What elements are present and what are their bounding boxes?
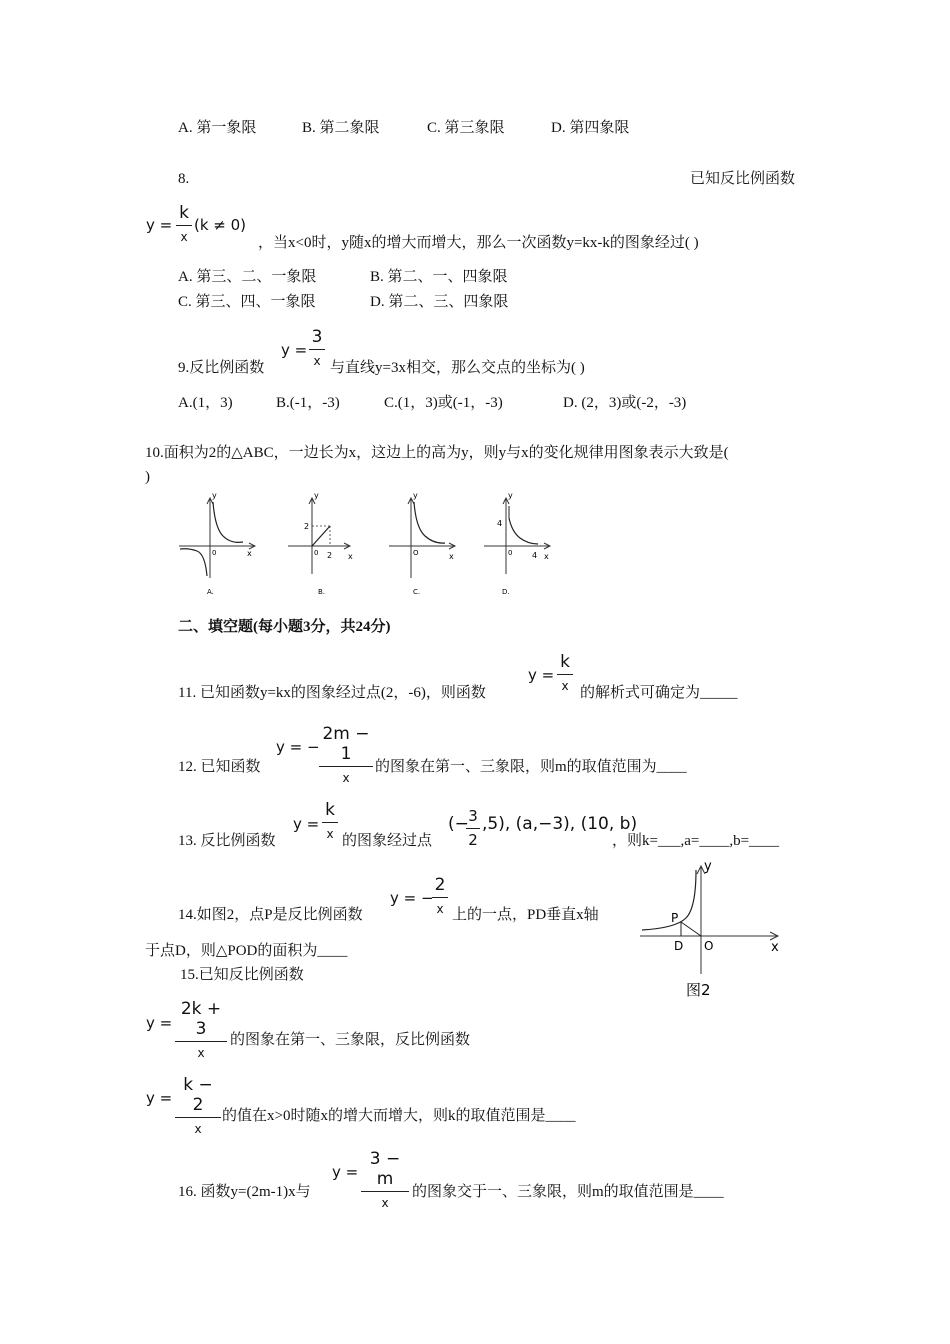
q9-stem: 与直线y=3x相交，那么交点的坐标为( ) — [330, 360, 585, 376]
q14-line2: 于点D，则△POD的面积为____ — [145, 943, 348, 959]
q13-fraction — [322, 800, 338, 842]
graph-c-origin: O — [413, 549, 419, 557]
fig2-point-d: D — [674, 939, 684, 953]
fraction-bar — [557, 674, 573, 675]
q15-frac2-num: k − 2 — [183, 1075, 213, 1115]
q11-frac-den: x — [561, 679, 569, 693]
graph-d-axis-x: x — [544, 552, 549, 561]
q8-lead: 已知反比例函数 — [690, 171, 796, 187]
q15-frac2-den: x — [194, 1122, 202, 1136]
graph-b-caption: B. — [318, 588, 326, 596]
q13-point-sign: (− — [448, 814, 469, 834]
q8-option-c: C. 第三、四、一象限 — [178, 294, 316, 310]
q7-option-d: D. 第四象限 — [551, 120, 630, 136]
q12-frac-num: 2m − 1 — [322, 724, 370, 764]
q15-fraction-1 — [175, 999, 227, 1061]
q13-eq-left: y = — [293, 815, 320, 833]
q8-fraction — [176, 203, 192, 245]
graph-d-origin: 0 — [508, 549, 513, 557]
q13-point-fraction — [466, 806, 480, 848]
fraction-bar — [319, 766, 373, 767]
q10-graph-b — [282, 488, 362, 600]
q13-mid: 的图象经过点 — [342, 833, 433, 849]
q16-lead: 16. 函数y=(2m-1)x与 — [178, 1184, 311, 1200]
figure-2 — [636, 856, 786, 1006]
q12-frac-den: x — [342, 771, 350, 785]
q7-option-b: B. 第二象限 — [302, 120, 380, 136]
q9-lead: 9.反比例函数 — [178, 360, 265, 376]
q10-graph-a — [175, 488, 265, 600]
graph-b-tick-y: 2 — [304, 522, 310, 531]
fraction-bar — [175, 1117, 221, 1118]
q12-lead: 12. 已知函数 — [178, 759, 261, 775]
q14-lead: 14.如图2，点P是反比例函数 — [178, 907, 363, 923]
q15-eq2-left: y = — [146, 1089, 173, 1107]
graph-a-origin: 0 — [212, 549, 217, 557]
q9-option-b: B.(-1，-3) — [276, 395, 340, 411]
graph-a-axis-x: x — [247, 549, 252, 558]
fig2-caption: 图2 — [686, 981, 711, 999]
fraction-bar — [175, 1041, 227, 1042]
q12-eq-left: y = − — [276, 738, 320, 756]
q16-frac-den: x — [381, 1196, 389, 1210]
fraction-bar — [466, 828, 480, 829]
graph-d-caption: D. — [502, 588, 510, 596]
q10-graph-c — [385, 488, 465, 600]
graph-d-axis-y: y — [508, 491, 513, 500]
fraction-bar — [309, 349, 325, 350]
q9-eq-left: y = — [281, 341, 308, 359]
q14-tail: 上的一点，PD垂直x轴 — [452, 907, 599, 923]
fig2-point-p: P — [671, 911, 679, 925]
q8-frac-num: k — [179, 203, 189, 223]
q8-frac-den: x — [180, 230, 188, 244]
q14-frac-num: 2 — [434, 875, 446, 895]
fig2-axis-y: y — [704, 859, 712, 874]
q13-point-den: 2 — [468, 831, 478, 849]
q7-option-a: A. 第一象限 — [178, 120, 257, 136]
q15-fraction-2 — [175, 1075, 221, 1137]
q10-graph-d — [480, 488, 560, 600]
q13-point-num: 3 — [468, 807, 478, 825]
q8-eq-left: y = — [146, 216, 173, 234]
graph-a-caption: A. — [207, 588, 214, 596]
q8-option-b: B. 第二、一、四象限 — [370, 269, 508, 285]
graph-b-axis-x: x — [348, 552, 353, 561]
q9-option-d: D. (2，3)或(-2，-3) — [563, 395, 687, 411]
q16-fraction — [361, 1149, 409, 1211]
q11-tail: 的解析式可确定为_____ — [580, 685, 738, 701]
q13-point-rest: ,5), (a,−3), (10, b) — [482, 814, 638, 834]
graph-b-tick-x: 2 — [327, 551, 333, 560]
q12-fraction — [319, 724, 373, 786]
q10-stem: 10.面积为2的△ABC，一边长为x，这边上的高为y，则y与x的变化规律用图象表示大致是( — [145, 445, 729, 461]
fig2-origin: O — [704, 939, 714, 953]
q10-stem-close: ) — [145, 469, 150, 485]
q13-frac-num: k — [325, 800, 335, 820]
q12-tail: 的图象在第一、三象限，则m的取值范围为____ — [375, 759, 687, 775]
q14-fraction — [432, 875, 448, 917]
q14-frac-den: x — [436, 902, 444, 916]
q8-condition: (k ≠ 0) — [194, 216, 247, 234]
q15-frac1-num: 2k + 3 — [180, 999, 222, 1039]
q16-eq-left: y = — [332, 1163, 359, 1181]
q11-lead: 11. 已知函数y=kx的图象经过点(2，-6)，则函数 — [178, 685, 486, 701]
q16-tail: 的图象交于一、三象限，则m的取值范围是____ — [412, 1184, 724, 1200]
q15-frac1-den: x — [197, 1046, 205, 1060]
q15-eq1-left: y = — [146, 1014, 173, 1032]
graph-c-axis-x: x — [449, 552, 454, 561]
q13-frac-den: x — [326, 827, 334, 841]
graph-a-axis-y: y — [212, 491, 217, 500]
q16-frac-num: 3 − m — [369, 1149, 401, 1189]
graph-d-tick-y: 4 — [497, 519, 503, 528]
q8-option-a: A. 第三、二、一象限 — [178, 269, 317, 285]
q9-fraction — [309, 327, 325, 369]
q7-option-c: C. 第三象限 — [427, 120, 505, 136]
graph-c-caption: C. — [413, 588, 421, 596]
section-title: 二、填空题(每小题3分，共24分) — [178, 619, 391, 635]
q9-option-c: C.(1，3)或(-1，-3) — [384, 395, 503, 411]
q8-number: 8. — [178, 171, 190, 187]
q13-tail: ，则k=___,a=____,b=____ — [612, 833, 780, 849]
q15-lead: 15.已知反比例函数 — [180, 967, 304, 983]
q14-eq-left: y = − — [390, 889, 434, 907]
fraction-bar — [432, 897, 448, 898]
q13-lead: 13. 反比例函数 — [178, 833, 276, 849]
q8-stem: ，当x<0时，y随x的增大而增大，那么一次函数y=kx-k的图象经过( ) — [258, 235, 699, 251]
q11-eq-left: y = — [528, 666, 555, 684]
graph-b-axis-y: y — [314, 491, 319, 500]
q8-option-d: D. 第二、三、四象限 — [370, 294, 509, 310]
q9-option-a: A.(1，3) — [178, 395, 233, 411]
q11-fraction — [557, 652, 573, 694]
q15-mid: 的图象在第一、三象限，反比例函数 — [230, 1032, 471, 1048]
fig2-axis-x: x — [771, 940, 779, 955]
graph-c-axis-y: y — [413, 491, 418, 500]
q9-frac-num: 3 — [311, 327, 323, 347]
fraction-bar — [361, 1191, 409, 1192]
graph-b-origin: 0 — [314, 549, 319, 557]
fraction-bar — [322, 822, 338, 823]
q11-frac-num: k — [560, 652, 570, 672]
q9-frac-den: x — [313, 354, 321, 368]
fraction-bar — [176, 225, 192, 226]
graph-d-tick-x: 4 — [532, 551, 538, 560]
q15-tail: 的值在x>0时随x的增大而增大，则k的取值范围是____ — [222, 1108, 576, 1124]
